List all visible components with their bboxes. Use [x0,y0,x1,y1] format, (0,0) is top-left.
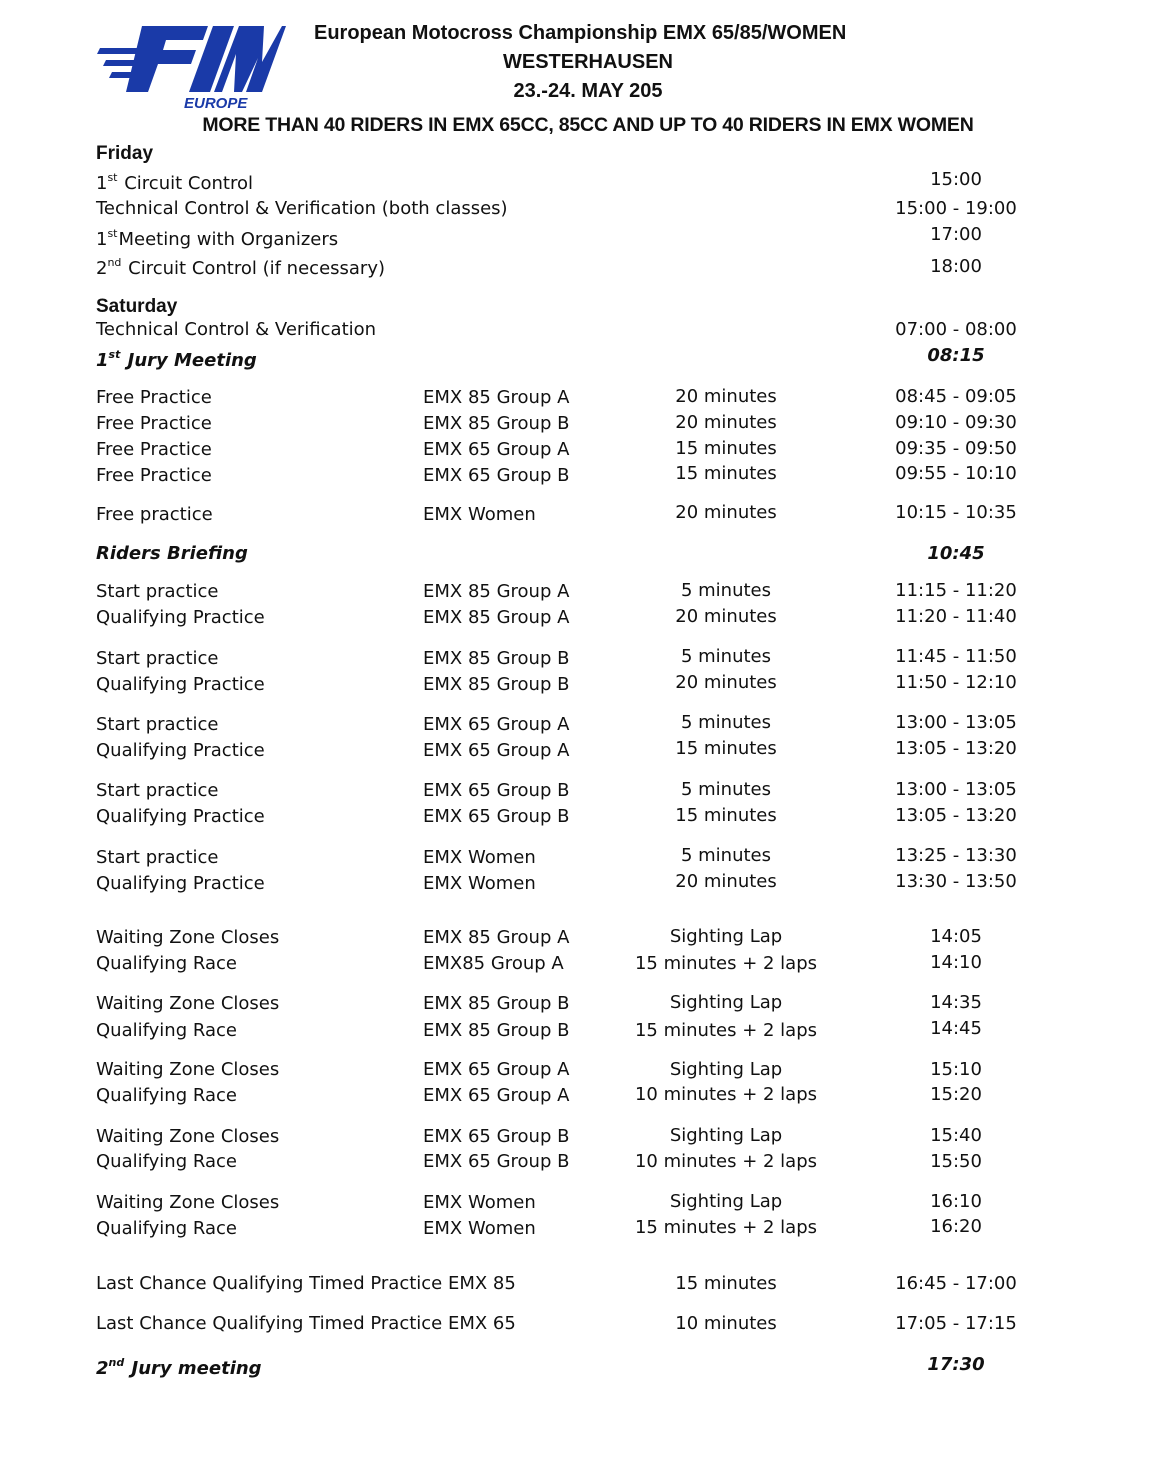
doc-title: European Motocross Championship EMX 65/85/WOMEN [314,22,847,44]
saturday-heading: Saturday [96,296,178,317]
time-slot: 14:05 [930,926,982,947]
time-slot: 11:45 - 11:50 [895,646,1017,667]
activity-label: Waiting Zone Closes [96,927,280,948]
class-label: EMX Women [423,847,536,868]
duration: 20 minutes [675,606,777,627]
logo-subtitle: EUROPE [184,95,248,112]
duration: 10 minutes + 2 laps [634,1084,818,1105]
activity-label: Qualifying Practice [96,740,265,761]
class-label: EMX 65 Group B [423,806,570,827]
time-slot: 09:35 - 09:50 [895,438,1017,459]
class-label: EMX 85 Group B [423,413,570,434]
activity-label: Qualifying Practice [96,607,265,628]
jury-meeting-2-time: 17:30 [927,1354,985,1375]
friday-meeting: 1stMeeting with Organizers [96,227,339,250]
class-label: EMX 65 Group B [423,1151,570,1172]
saturday-tech-control: Technical Control & Verification [96,319,377,340]
time-slot: 11:15 - 11:20 [895,580,1017,601]
class-label: EMX 85 Group B [423,674,570,695]
class-label: EMX 85 Group A [423,387,570,408]
time-slot: 11:20 - 11:40 [895,606,1017,627]
class-label: EMX 85 Group A [423,927,570,948]
class-label: EMX 85 Group A [423,581,570,602]
activity-label: Free Practice [96,465,212,486]
doc-subtitle: MORE THAN 40 RIDERS IN EMX 65CC, 85CC AND UP TO 40 RIDERS IN EMX WOMEN [202,114,974,136]
duration: 20 minutes [675,386,777,407]
time-slot: 13:30 - 13:50 [895,871,1017,892]
time-slot: 15:20 [930,1084,982,1105]
duration: 20 minutes [675,871,777,892]
class-label: EMX 65 Group B [423,780,570,801]
duration: Sighting Lap [669,1191,783,1212]
saturday-tech-control-time: 07:00 - 08:00 [895,319,1017,340]
activity-label: Start practice [96,847,219,868]
friday-tech-control: Technical Control & Verification (both classes) [96,198,508,219]
class-label: EMX 65 Group B [423,465,570,486]
duration: 5 minutes [680,779,772,800]
jury-meeting-2: 2nd Jury meeting [96,1356,262,1379]
class-label: EMX 85 Group B [423,1020,570,1041]
activity-label: Qualifying Race [96,1085,237,1106]
activity-label: Start practice [96,714,219,735]
class-label: EMX Women [423,504,536,525]
duration: 15 minutes [675,738,777,759]
class-label: EMX 65 Group A [423,1059,570,1080]
class-label: EMX 65 Group A [423,714,570,735]
jury-meeting-1-time: 08:15 [927,345,985,366]
riders-briefing: Riders Briefing [96,543,248,564]
class-label: EMX 65 Group B [423,1126,570,1147]
time-slot: 11:50 - 12:10 [895,672,1017,693]
friday-heading: Friday [96,143,154,164]
class-label: EMX 85 Group B [423,993,570,1014]
activity-label: Start practice [96,581,219,602]
activity-label: Qualifying Practice [96,806,265,827]
riders-briefing-time: 10:45 [927,543,985,564]
activity-label: Free Practice [96,387,212,408]
time-slot: 13:05 - 13:20 [895,805,1017,826]
duration: 10 minutes [675,1313,777,1334]
time-slot: 14:35 [930,992,982,1013]
duration: 5 minutes [680,845,772,866]
activity-label: Qualifying Race [96,953,237,974]
activity-label: Last Chance Qualifying Timed Practice EMX 85 [96,1273,516,1294]
activity-label: Waiting Zone Closes [96,993,280,1014]
class-label: EMX Women [423,1218,536,1239]
time-slot: 13:25 - 13:30 [895,845,1017,866]
doc-dates: 23.-24. MAY 205 [513,80,663,102]
time-slot: 15:10 [930,1059,982,1080]
duration: Sighting Lap [669,926,783,947]
time-slot: 13:05 - 13:20 [895,738,1017,759]
duration: 20 minutes [675,412,777,433]
duration: 15 minutes [675,463,777,484]
time-slot: 10:15 - 10:35 [895,502,1017,523]
friday-circuit-control-2: 2nd Circuit Control (if necessary) [96,256,385,279]
class-label: EMX 85 Group A [423,607,570,628]
time-slot: 16:45 - 17:00 [895,1273,1017,1294]
duration: 15 minutes [675,805,777,826]
duration: Sighting Lap [669,1059,783,1080]
duration: 20 minutes [675,672,777,693]
activity-label: Qualifying Race [96,1151,237,1172]
class-label: EMX 65 Group A [423,1085,570,1106]
activity-label: Start practice [96,780,219,801]
time-slot: 08:45 - 09:05 [895,386,1017,407]
class-label: EMX Women [423,873,536,894]
activity-label: Qualifying Race [96,1020,237,1041]
activity-label: Qualifying Practice [96,873,265,894]
class-label: EMX 65 Group A [423,439,570,460]
activity-label: Waiting Zone Closes [96,1126,280,1147]
duration: 15 minutes + 2 laps [634,953,818,974]
time-slot: 16:10 [930,1191,982,1212]
duration: 20 minutes [675,502,777,523]
friday-circuit-control-1-time: 15:00 [930,169,982,190]
jury-meeting-1: 1st Jury Meeting [96,348,257,371]
duration: 15 minutes + 2 laps [634,1020,818,1041]
duration: 15 minutes [675,1273,777,1294]
time-slot: 09:55 - 10:10 [895,463,1017,484]
time-slot: 13:00 - 13:05 [895,712,1017,733]
time-slot: 09:10 - 09:30 [895,412,1017,433]
duration: Sighting Lap [669,992,783,1013]
time-slot: 14:10 [930,952,982,973]
time-slot: 16:20 [930,1216,982,1237]
doc-location: WESTERHAUSEN [502,51,673,73]
duration: 5 minutes [680,580,772,601]
time-slot: 17:05 - 17:15 [895,1313,1017,1334]
duration: 10 minutes + 2 laps [634,1151,818,1172]
friday-circuit-control-1: 1st Circuit Control [96,171,253,194]
activity-label: Free Practice [96,439,212,460]
class-label: EMX 85 Group B [423,648,570,669]
friday-tech-control-time: 15:00 - 19:00 [895,198,1017,219]
time-slot: 15:40 [930,1125,982,1146]
activity-label: Qualifying Practice [96,674,265,695]
duration: 15 minutes [675,438,777,459]
class-label: EMX85 Group A [423,953,564,974]
class-label: EMX Women [423,1192,536,1213]
friday-circuit-control-2-time: 18:00 [930,256,982,277]
time-slot: 15:50 [930,1151,982,1172]
activity-label: Start practice [96,648,219,669]
duration: Sighting Lap [669,1125,783,1146]
activity-label: Waiting Zone Closes [96,1192,280,1213]
activity-label: Last Chance Qualifying Timed Practice EMX 65 [96,1313,516,1334]
activity-label: Free practice [96,504,213,525]
class-label: EMX 65 Group A [423,740,570,761]
time-slot: 14:45 [930,1018,982,1039]
duration: 15 minutes + 2 laps [634,1217,818,1238]
activity-label: Qualifying Race [96,1218,237,1239]
activity-label: Waiting Zone Closes [96,1059,280,1080]
duration: 5 minutes [680,712,772,733]
activity-label: Free Practice [96,413,212,434]
friday-meeting-time: 17:00 [930,224,982,245]
duration: 5 minutes [680,646,772,667]
time-slot: 13:00 - 13:05 [895,779,1017,800]
